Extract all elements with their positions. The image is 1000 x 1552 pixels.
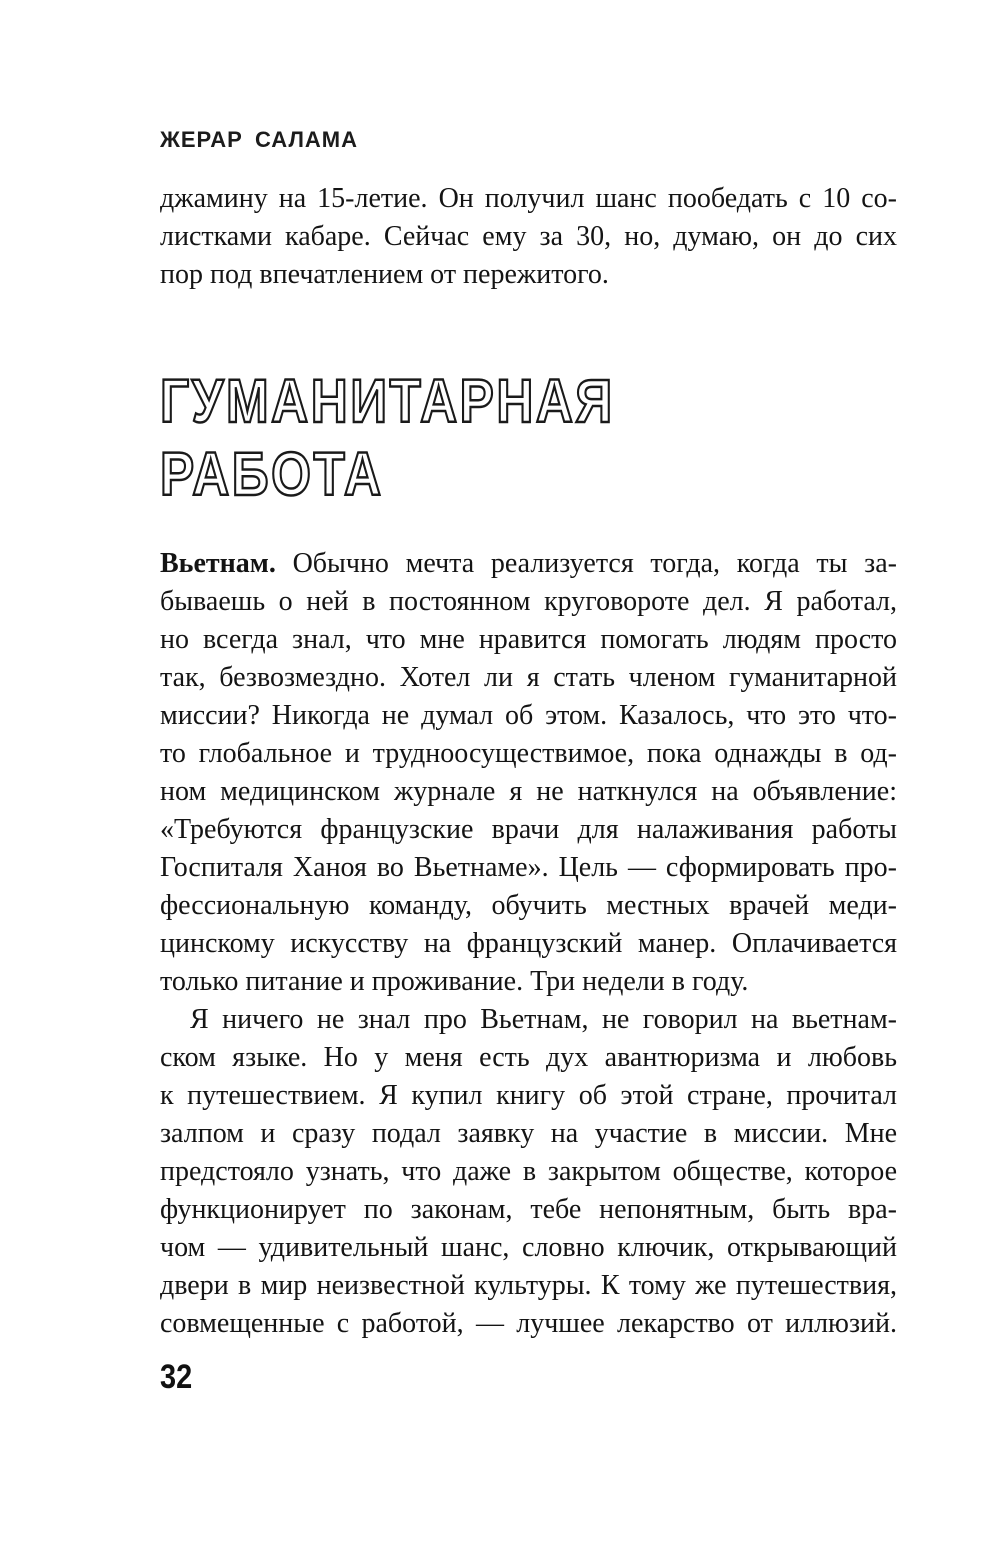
paragraph bbox=[160, 545, 897, 1001]
text-line: то глобальное и трудноосуществимое, пока однажды в од- bbox=[160, 738, 897, 769]
text-line: «Требуются французские врачи для налаживания работы bbox=[160, 814, 897, 845]
text-line: пор под впечатлением от пережитого. bbox=[160, 259, 609, 290]
section-heading bbox=[160, 365, 920, 511]
text-line: ском языке. Но у меня есть дух авантюризма и любовь bbox=[160, 1042, 897, 1073]
paragraph bbox=[160, 180, 897, 294]
body-text-block bbox=[160, 545, 897, 1343]
text-line: предстояло узнать, что даже в закрытом обществе, которое bbox=[160, 1156, 897, 1187]
text-line: к путешествием. Я купил книгу об этой стране, прочитал bbox=[160, 1080, 897, 1111]
text-line: фессиональную команду, обучить местных врачей меди- bbox=[160, 890, 897, 921]
text-line: цинскому искусству на французский манер. Оплачивается bbox=[160, 928, 897, 959]
text-line: Госпиталя Ханоя во Вьетнаме». Цель — сформировать про- bbox=[160, 852, 897, 883]
text-line: но всегда знал, что мне нравится помогать людям просто bbox=[160, 624, 897, 655]
section-heading-line-1: ГУМАНИТАРНАЯ bbox=[160, 367, 615, 435]
text-line: совмещенные с работой, — лучшее лекарство от иллюзий. bbox=[160, 1308, 897, 1339]
text-line: чом — удивительный шанс, словно ключик, открывающий bbox=[160, 1232, 897, 1263]
paragraph bbox=[160, 1001, 897, 1343]
text-line: Вьетнам. Обычно мечта реализуется тогда, когда ты за- bbox=[160, 548, 897, 579]
text-line: Я ничего не знал про Вьетнам, не говорил на вьетнам- bbox=[190, 1004, 897, 1035]
text-line: листками кабаре. Сейчас ему за 30, но, думаю, он до сих bbox=[160, 221, 897, 252]
running-header: ЖЕРАР САЛАМА bbox=[160, 127, 359, 152]
continuation-paragraph-block bbox=[160, 180, 897, 294]
text-line: миссии? Никогда не думал об этом. Казалось, что это что- bbox=[160, 700, 897, 731]
text-line: бываешь о ней в постоянном круговороте дел. Я работал, bbox=[160, 586, 897, 617]
page-number: 32 bbox=[160, 1358, 193, 1396]
paragraph-lead-bold: Вьетнам. bbox=[160, 548, 276, 579]
text-line: ном медицинском журнале я не наткнулся на объявление: bbox=[160, 776, 897, 807]
text-line: только питание и проживание. Три недели в году. bbox=[160, 966, 749, 997]
section-heading-line-2: РАБОТА bbox=[160, 440, 384, 508]
text-line: залпом и сразу подал заявку на участие в миссии. Мне bbox=[160, 1118, 897, 1149]
text-line: джамину на 15-летие. Он получил шанс пообедать с 10 со- bbox=[160, 183, 897, 214]
text-line: функционирует по законам, тебе непонятным, быть вра- bbox=[160, 1194, 897, 1225]
text-line: двери в мир неизвестной культуры. К тому же путешествия, bbox=[160, 1270, 897, 1301]
text-line: так, безвозмездно. Хотел ли я стать членом гуманитарной bbox=[160, 662, 897, 693]
